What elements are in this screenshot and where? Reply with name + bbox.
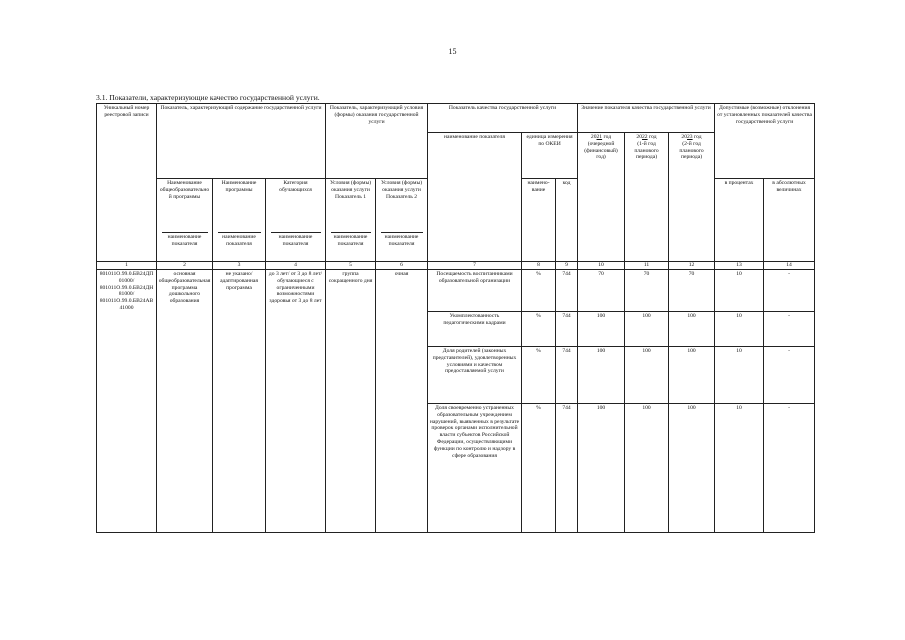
code-cell: 744 <box>556 347 578 404</box>
table-row <box>97 270 815 312</box>
value-year-1-cell: 100 <box>578 347 625 404</box>
column-number: 6 <box>376 262 428 270</box>
value-year-1-cell: 100 <box>578 312 625 347</box>
category-cell: до 3 лет/ от 3 до 8 лет/ обучающиеся с ограниченными возможностями здоровья от 3 до 8 лет <box>266 270 326 533</box>
subheader-dev-absolute: в абсолютных величинах <box>764 179 815 262</box>
subheader-program: Наименование общеобразовательной программы наименование показателя <box>157 179 213 262</box>
header-registry-number: Уникальный номер реестровой записи <box>97 104 157 262</box>
value-year-1-cell: 100 <box>578 404 625 533</box>
column-number: 12 <box>669 262 715 270</box>
quality-indicators-table <box>96 103 815 533</box>
column-number: 8 <box>522 262 556 270</box>
column-number: 13 <box>715 262 764 270</box>
value-year-3-cell: 100 <box>669 404 715 533</box>
column-number: 14 <box>764 262 815 270</box>
code-cell: 744 <box>556 270 578 312</box>
column-number: 5 <box>326 262 376 270</box>
value-year-2-cell: 100 <box>625 347 669 404</box>
column-number: 2 <box>157 262 213 270</box>
header-unit-okei: единица измерения по ОКЕИ <box>522 133 578 179</box>
subheader-category: Категория обучающихся наименование показателя <box>266 179 326 262</box>
header-deviations-group: Допустимые (возможные) отклонения от установленных показателей качества государственной услуги <box>715 104 815 179</box>
header-row-1 <box>97 104 815 133</box>
code-cell: 744 <box>556 404 578 533</box>
column-number: 4 <box>266 262 326 270</box>
header-values-group: Значение показателя качества государственной услуги <box>578 104 715 133</box>
header-content-group: Показатель, характеризующий содержание государственной услуги <box>157 104 326 179</box>
deviation-percent-cell: 10 <box>715 347 764 404</box>
value-year-1-cell: 70 <box>578 270 625 312</box>
page-number: 15 <box>448 47 457 56</box>
unit-cell: % <box>522 404 556 533</box>
column-number: 9 <box>556 262 578 270</box>
unit-cell: % <box>522 312 556 347</box>
header-indicator-name: наименование показателя <box>428 133 522 262</box>
header-conditions-group: Показатель, характеризующий условия (формы) оказания государственной услуги <box>326 104 428 179</box>
section-title: 3.1. Показатели, характеризующие качество государственной услуги. <box>96 93 320 102</box>
indicator-cell: Доля своевременно устраненных образовательным учреждением нарушений, выявленных в результате проверок органами исполнительной власти субъектов Российской Федерации, осуществляющими функции по контролю и надзору в сфере образования <box>428 404 522 533</box>
code-cell: 744 <box>556 312 578 347</box>
deviation-percent-cell: 10 <box>715 312 764 347</box>
column-number: 7 <box>428 262 522 270</box>
program-cell: основная общеобразовательная программа дошкольного образования <box>157 270 213 533</box>
registry-number-cell: 801011О.99.0.БВ24ДП01000/ 801011О.99.0.БВ24ДН81000/ 801011О.99.0.БВ24АВ41000 <box>97 270 157 533</box>
header-year-2: 2022 год (1-й год планового периода) <box>625 133 669 262</box>
deviation-absolute-cell: - <box>764 270 815 312</box>
indicator-cell: Доля родителей (законных представителей), удовлетворенных условиями и качеством предоставляемой услуги <box>428 347 522 404</box>
unit-cell: % <box>522 347 556 404</box>
column-number: 10 <box>578 262 625 270</box>
subheader-unit-code: код <box>556 179 578 262</box>
indicator-cell: Посещаемость воспитанниками образовательной организации <box>428 270 522 312</box>
subheader-unit-name: наимено- вание <box>522 179 556 262</box>
column-numbers-row <box>97 262 815 270</box>
subheader-condition-1: Условия (формы) оказания услуги Показатель 1 наименование показателя <box>326 179 376 262</box>
deviation-percent-cell: 10 <box>715 404 764 533</box>
column-number: 1 <box>97 262 157 270</box>
deviation-absolute-cell: - <box>764 404 815 533</box>
value-year-3-cell: 70 <box>669 270 715 312</box>
header-quality-group: Показатель качества государственной услуги <box>428 104 578 133</box>
condition-2-cell: очная <box>376 270 428 533</box>
value-year-2-cell: 70 <box>625 270 669 312</box>
value-year-2-cell: 100 <box>625 404 669 533</box>
header-year-3: 2023 год (2-й год планового периода) <box>669 133 715 262</box>
unit-cell: % <box>522 270 556 312</box>
header-year-1: 2021 год (очередной (финансовый) год) <box>578 133 625 262</box>
condition-1-cell: группа сокращенного дня <box>326 270 376 533</box>
subheader-dev-percent: в процентах <box>715 179 764 262</box>
deviation-absolute-cell: - <box>764 347 815 404</box>
program-name-cell: не указано/ адаптированная программа <box>213 270 266 533</box>
deviation-percent-cell: 10 <box>715 270 764 312</box>
deviation-absolute-cell: - <box>764 312 815 347</box>
column-number: 11 <box>625 262 669 270</box>
column-number: 3 <box>213 262 266 270</box>
value-year-3-cell: 100 <box>669 347 715 404</box>
subheader-program-name: Наименование программы наименование показателя <box>213 179 266 262</box>
indicator-cell: Укомплектованность педагогическими кадрами <box>428 312 522 347</box>
value-year-2-cell: 100 <box>625 312 669 347</box>
subheader-condition-2: Условия (формы) оказания услуги Показатель 2 наименование показателя <box>376 179 428 262</box>
value-year-3-cell: 100 <box>669 312 715 347</box>
